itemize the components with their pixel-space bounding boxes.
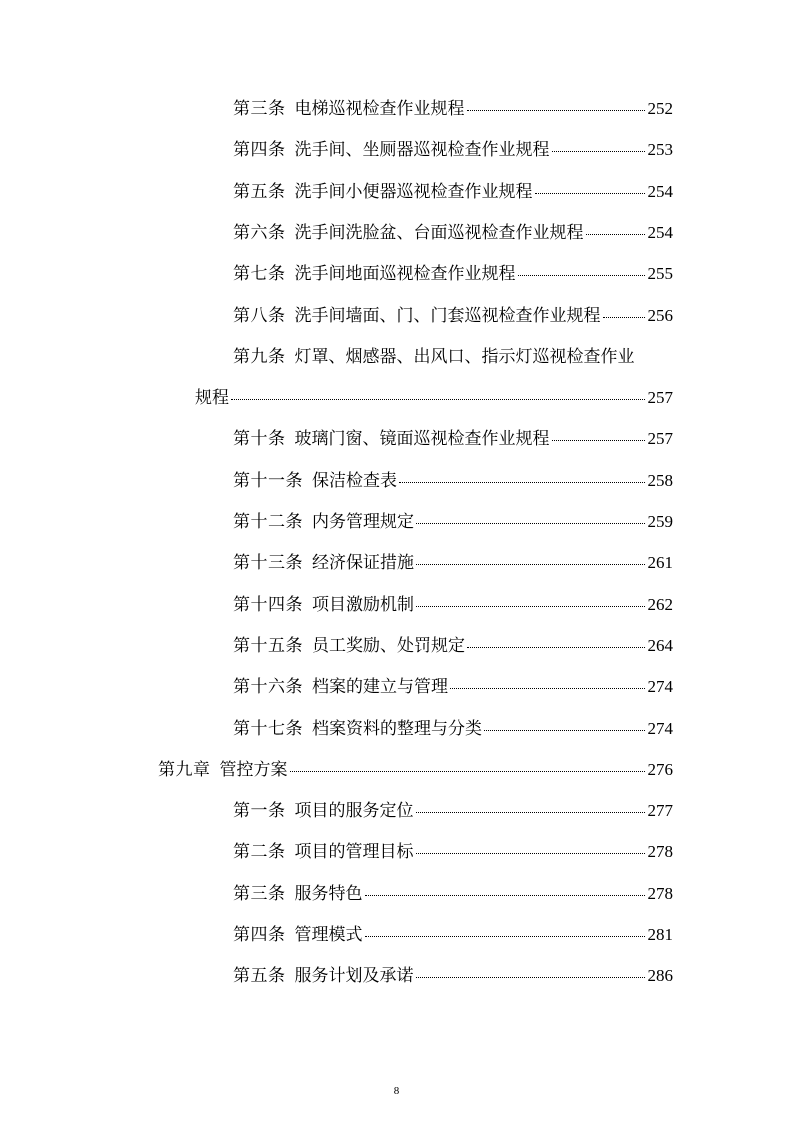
toc-entry-number: 第十二条 xyxy=(233,512,303,532)
toc-entry-page: 252 xyxy=(647,99,673,118)
toc-entry[interactable] xyxy=(233,883,673,905)
toc-entry-number: 第五条 xyxy=(233,181,286,202)
toc-entry-number: 第九条 xyxy=(233,346,286,367)
toc-entry-page: 274 xyxy=(647,718,673,738)
toc-entry-page: 277 xyxy=(647,801,673,821)
toc-entry-title: 洗手间小便器巡视检查作业规程 xyxy=(294,181,533,202)
dot-leader xyxy=(231,399,645,400)
toc-entry-title: 保洁检查表 xyxy=(312,470,397,491)
dot-leader xyxy=(467,110,645,111)
toc-entry-title: 员工奖励、处罚规定 xyxy=(312,635,465,656)
toc-entry-number: 第五条 xyxy=(233,966,286,987)
dot-leader xyxy=(416,523,645,524)
toc-entry-continuation[interactable] xyxy=(195,387,673,409)
toc-entry-title: 项目的管理目标 xyxy=(294,842,414,863)
toc-entry-title: 内务管理规定 xyxy=(312,512,414,532)
toc-entry-title: 洗手间地面巡视检查作业规程 xyxy=(294,264,516,285)
toc-entry[interactable] xyxy=(233,470,673,492)
toc-entry[interactable] xyxy=(233,181,673,203)
toc-entry-page: 274 xyxy=(647,677,673,697)
toc-entry-number: 第三条 xyxy=(233,883,286,904)
toc-entry-title: 管理模式 xyxy=(294,925,363,945)
toc-entry[interactable] xyxy=(233,511,673,533)
dot-leader xyxy=(416,977,645,978)
toc-entry-page: 257 xyxy=(647,429,673,449)
toc-entry-page: 281 xyxy=(647,925,673,944)
dot-leader xyxy=(399,482,645,483)
toc-entry[interactable] xyxy=(233,346,673,368)
dot-leader xyxy=(365,895,645,896)
toc-entry-number: 第八条 xyxy=(233,305,286,326)
toc-entry-number: 第一条 xyxy=(233,801,286,822)
toc-entry-title: 洗手间洗脸盆、台面巡视检查作业规程 xyxy=(294,222,584,243)
toc-entry[interactable] xyxy=(233,635,673,657)
dot-leader xyxy=(416,853,645,854)
dot-leader xyxy=(416,812,645,813)
toc-entry-number: 第四条 xyxy=(233,925,286,945)
toc-entry-title: 服务特色 xyxy=(294,883,363,904)
toc-entry-page: 254 xyxy=(647,181,673,201)
toc-entry-page: 255 xyxy=(647,264,673,284)
toc-entry-number: 第六条 xyxy=(233,222,286,243)
dot-leader xyxy=(416,606,645,607)
dot-leader xyxy=(552,440,645,441)
toc-entry-number: 第九章 xyxy=(158,759,211,780)
toc-entry-number: 第三条 xyxy=(233,99,286,119)
toc-entry[interactable] xyxy=(233,676,673,698)
dot-leader xyxy=(450,688,645,689)
toc-entry-number: 第十条 xyxy=(233,429,286,450)
toc-entry-number: 第七条 xyxy=(233,264,286,285)
dot-leader xyxy=(518,275,645,276)
toc-entry-page: 253 xyxy=(647,140,673,160)
toc-entry-page: 278 xyxy=(647,883,673,903)
footer-page-number: 8 xyxy=(393,1085,400,1097)
toc-entry-page: 256 xyxy=(647,305,673,325)
toc-entry-page: 261 xyxy=(647,553,673,573)
toc-entry-number: 第十五条 xyxy=(233,635,303,656)
toc-entry-title: 玻璃门窗、镜面巡视检查作业规程 xyxy=(294,429,550,450)
toc-entry-page: 264 xyxy=(647,635,673,655)
toc-entry[interactable] xyxy=(233,718,673,740)
toc-entry-page: 258 xyxy=(647,470,673,490)
toc-entry-title: 项目激励机制 xyxy=(312,594,414,615)
toc-entry-title: 经济保证措施 xyxy=(312,553,414,574)
toc-entry-number: 第四条 xyxy=(233,140,286,161)
toc-entry-title: 管控方案 xyxy=(219,759,288,780)
toc-entry-page: 262 xyxy=(647,594,673,614)
toc-entry-page: 254 xyxy=(647,222,673,242)
toc-entry-title: 项目的服务定位 xyxy=(294,801,414,822)
toc-entry-number: 第十六条 xyxy=(233,677,303,698)
toc-entry-title: 洗手间墙面、门、门套巡视检查作业规程 xyxy=(294,305,601,326)
toc-entry-page: 259 xyxy=(647,512,673,531)
toc-entry-number: 第十七条 xyxy=(233,718,303,739)
toc-entry-number: 第十四条 xyxy=(233,594,303,615)
toc-chapter-entry[interactable] xyxy=(158,759,673,781)
toc-entry[interactable] xyxy=(233,594,673,616)
toc-entry-page: 286 xyxy=(647,966,673,986)
dot-leader xyxy=(484,730,645,731)
toc-entry[interactable] xyxy=(233,305,673,327)
toc-entry[interactable] xyxy=(233,841,673,863)
toc-entry-title-continuation: 规程 xyxy=(195,388,229,409)
toc-entry-number: 第十一条 xyxy=(233,470,303,491)
toc-entry-title: 洗手间、坐厕器巡视检查作业规程 xyxy=(294,140,550,161)
toc-entry-title: 电梯巡视检查作业规程 xyxy=(294,99,465,119)
dot-leader xyxy=(586,234,645,235)
toc-entry-title: 灯罩、烟感器、出风口、指示灯巡视检查作业 xyxy=(294,346,635,367)
toc-entry[interactable] xyxy=(233,98,673,120)
dot-leader xyxy=(552,151,645,152)
dot-leader xyxy=(467,647,645,648)
toc-entry-page: 278 xyxy=(647,842,673,862)
toc-entry-page: 257 xyxy=(647,388,673,408)
dot-leader xyxy=(365,936,645,937)
toc-entry[interactable] xyxy=(233,263,673,285)
toc-entry[interactable] xyxy=(233,800,673,822)
dot-leader xyxy=(535,193,645,194)
toc-entry[interactable] xyxy=(233,428,673,450)
toc-entry-page: 276 xyxy=(647,759,673,779)
toc-entry-title: 档案的建立与管理 xyxy=(312,677,448,698)
dot-leader xyxy=(290,771,645,772)
toc-entry[interactable] xyxy=(233,552,673,574)
toc-entry-number: 第十三条 xyxy=(233,553,303,574)
toc-entry-title: 档案资料的整理与分类 xyxy=(312,718,482,739)
toc-entry[interactable] xyxy=(233,924,673,946)
toc-entry[interactable] xyxy=(233,965,673,987)
dot-leader xyxy=(416,564,645,565)
toc-entry-number: 第二条 xyxy=(233,842,286,863)
toc-entry[interactable] xyxy=(233,139,673,161)
dot-leader xyxy=(603,317,645,318)
toc-entry[interactable] xyxy=(233,222,673,244)
toc-entry-title: 服务计划及承诺 xyxy=(294,966,414,987)
